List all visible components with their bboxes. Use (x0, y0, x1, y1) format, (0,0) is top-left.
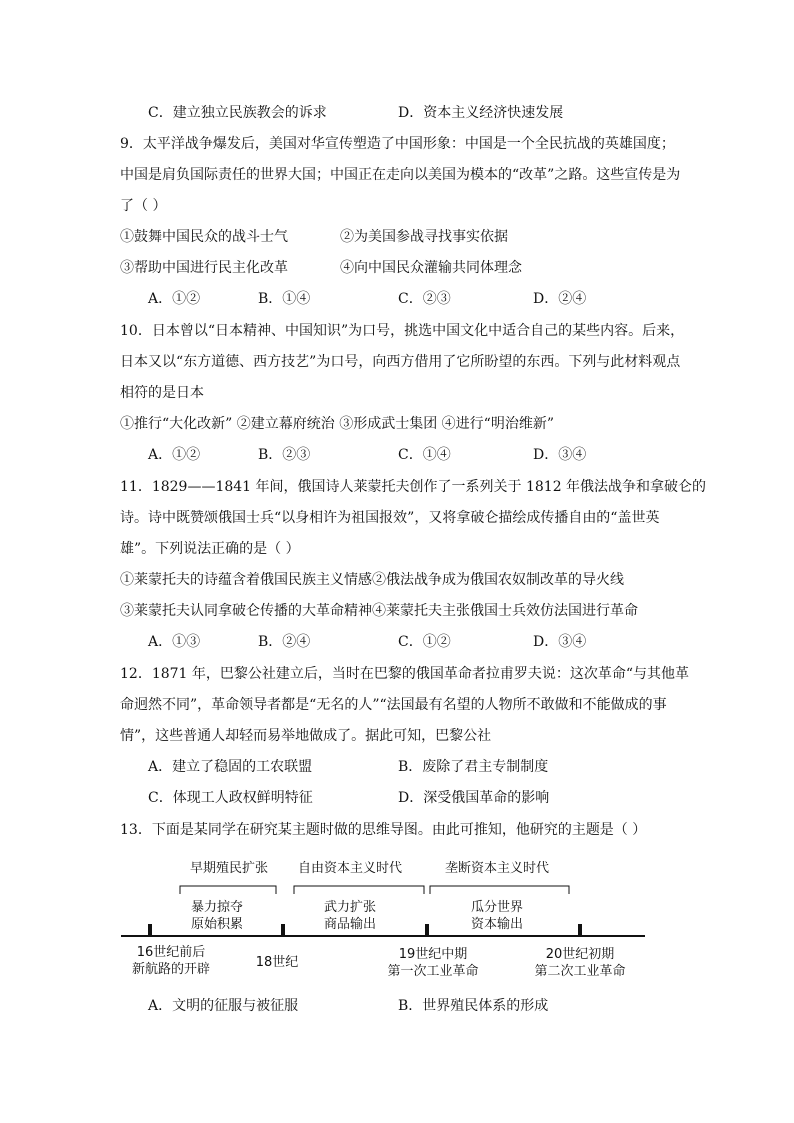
q9-item-2: ②为美国参战寻找事实依据 (340, 229, 508, 245)
marker-new-sea-route: 新航路的开辟 (131, 962, 211, 977)
marker-mid-19th-century: 19世纪中期 (398, 947, 468, 962)
q10-option-c: C．①④ (398, 447, 451, 463)
period-label-monopoly-capitalism: 垄断资本主义时代 (444, 861, 550, 876)
method-capital-export: 资本输出 (470, 917, 524, 932)
method-primitive-accumulation: 原始积累 (190, 917, 244, 932)
q9-item-4: ④向中国民众灌输共同体理念 (340, 260, 522, 276)
q8-option-d: D．资本主义经济快速发展 (398, 105, 564, 121)
method-violent-plunder: 暴力掠夺 (190, 900, 244, 915)
marker-16th-century: 16世纪前后 (136, 945, 206, 960)
q9-option-a: A．①② (148, 291, 201, 307)
method-commodity-export: 商品输出 (323, 917, 377, 932)
q12-stem-line2: 命迥然不同”，革命领导者都是“无名的人”“法国最有名望的人物所不敢做和不能做成的事 (120, 697, 667, 713)
q12-stem-line1: 12．1871 年，巴黎公社建立后，当时在巴黎的俄国革命者拉甫罗夫说：这次革命“与其他革 (120, 666, 690, 682)
q11-items-3-4: ③莱蒙托夫认同拿破仑传播的大革命精神④莱蒙托夫主张俄国士兵效仿法国进行革命 (120, 603, 638, 619)
tick-18th-century (281, 924, 285, 936)
q9-option-b: B．①④ (258, 291, 311, 307)
q10-stem-line2: 日本又以“东方道德、西方技艺”为口号，向西方借用了它所盼望的东西。下列与此材料观点 (120, 354, 681, 370)
timeline-svg (0, 848, 794, 988)
q11-option-d: D．③④ (533, 634, 587, 650)
q10-stem-line1: 10．日本曾以“日本精神、中国知识”为口号，挑选中国文化中适合自己的某些内容。后来， (120, 323, 685, 339)
q13-option-a: A．文明的征服与被征服 (148, 998, 299, 1014)
tick-19th-century (425, 924, 429, 936)
period-label-free-capitalism: 自由资本主义时代 (297, 861, 403, 876)
period-label-early-colonial: 早期殖民扩张 (189, 861, 269, 876)
q11-items-1-2: ①莱蒙托夫的诗蕴含着俄国民族主义情感②俄法战争成为俄国农奴制改革的导火线 (120, 572, 624, 588)
q10-option-d: D．③④ (533, 447, 587, 463)
q11-option-a: A．①③ (148, 634, 201, 650)
q9-option-c: C．②③ (398, 291, 451, 307)
bracket-3 (430, 886, 569, 894)
marker-early-20th-century: 20世纪初期 (545, 947, 615, 962)
tick-16th-century (148, 924, 152, 936)
q12-option-d: D．深受俄国革命的影响 (398, 790, 550, 806)
q9-option-d: D．②④ (533, 291, 587, 307)
q9-item-1: ①鼓舞中国民众的战斗士气 (120, 229, 288, 245)
q11-option-c: C．①② (398, 634, 451, 650)
q9-stem-line3: 了（ ） (120, 198, 167, 214)
q11-stem-line2: 诗。诗中既赞颂俄国士兵“以身相许为祖国报效”，又将拿破仑描绘成传播自由的“盖世英 (120, 510, 660, 526)
q9-stem-line2: 中国是肩负国际责任的世界大国；中国正在走向以美国为模本的“改革”之路。这些宣传是为 (120, 167, 681, 183)
q10-stem-line3: 相符的是日本 (120, 385, 204, 401)
q10-option-b: B．②③ (258, 447, 311, 463)
q12-option-b: B．废除了君主专制制度 (398, 759, 549, 775)
q13-stem: 13．下面是某同学在研究某主题时做的思维导图。由此可推知，他研究的主题是（ ） (120, 822, 647, 838)
q12-option-a: A．建立了稳固的工农联盟 (148, 759, 313, 775)
q11-stem-line3: 雄”。下列说法正确的是（ ） (120, 541, 300, 557)
q9-item-3: ③帮助中国进行民主化改革 (120, 260, 288, 276)
q8-option-c: C．建立独立民族教会的诉求 (148, 105, 327, 121)
q11-option-b: B．②④ (258, 634, 311, 650)
method-divide-world: 瓜分世界 (470, 900, 524, 915)
q9-stem-line1: 9．太平洋战争爆发后，美国对华宣传塑造了中国形象：中国是一个全民抗战的英雄国度； (120, 136, 675, 152)
marker-18th-century: 18世纪 (255, 955, 299, 970)
bracket-1 (180, 886, 276, 894)
q13-option-b: B．世界殖民体系的形成 (398, 998, 549, 1014)
bracket-2 (294, 886, 424, 894)
q11-stem-line1: 11．1829——1841 年间，俄国诗人莱蒙托夫创作了一系列关于 1812 年俄法战争和拿破仑的 (120, 479, 707, 495)
q10-option-a: A．①② (148, 447, 201, 463)
q12-option-c: C．体现工人政权鲜明特征 (148, 790, 313, 806)
tick-20th-century (578, 924, 582, 936)
q12-stem-line3: 情”，这些普通人却轻而易举地做成了。据此可知，巴黎公社 (120, 728, 492, 744)
marker-first-industrial-revolution: 第一次工业革命 (387, 964, 479, 979)
q10-items: ①推行“大化改新” ②建立幕府统治 ③形成武士集团 ④进行“明治维新” (120, 416, 554, 432)
marker-second-industrial-revolution: 第二次工业革命 (534, 964, 626, 979)
timeline-diagram (0, 848, 794, 988)
method-armed-expansion: 武力扩张 (323, 900, 377, 915)
